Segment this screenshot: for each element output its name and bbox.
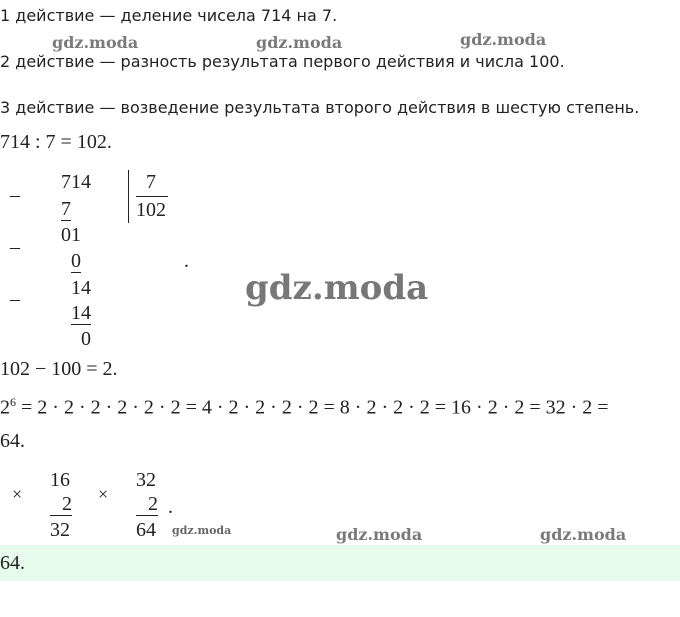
- subtrahend-3: 14: [71, 302, 91, 324]
- dividend: 714: [61, 171, 91, 193]
- mult-1-result: 32: [50, 519, 70, 541]
- subtrahend-1: 7: [61, 198, 71, 220]
- step-2-text: 2 действие — разность результата первого действия и числа 100.: [0, 52, 565, 71]
- step-3-text: 3 действие — возведение результата второго действия в шестую степень.: [0, 98, 640, 117]
- power-exponent: 6: [10, 395, 16, 409]
- watermark: gdz.moda: [460, 30, 547, 49]
- divisor-line: [136, 196, 168, 197]
- mult-1-top: 16: [50, 469, 70, 491]
- mult-1-bottom: 2: [50, 494, 72, 516]
- times-sign: ×: [98, 484, 109, 504]
- minus-sign: –: [10, 184, 20, 206]
- power-expansion: [0, 395, 609, 420]
- mult-2-bottom: 2: [136, 494, 158, 516]
- watermark: gdz.moda: [52, 33, 139, 52]
- minus-sign: –: [10, 236, 20, 258]
- division-equation: 714 : 7 = 102.: [0, 131, 112, 153]
- power-chain: = 2 · 2 · 2 · 2 · 2 · 2 = 4 · 2 · 2 · 2 · 2 = 8 · 2 · 2 · 2 = 16 · 2 · 2 = 32 · 2 =: [16, 396, 609, 419]
- answer-band: [0, 545, 680, 581]
- watermark-center: gdz.moda: [245, 268, 429, 308]
- power-base: 2: [0, 396, 10, 419]
- mult-2-result: 64: [136, 519, 156, 541]
- subtrahend-2: 0: [71, 250, 81, 272]
- subtraction-equation: 102 − 100 = 2.: [0, 358, 118, 380]
- remainder-2: 14: [71, 277, 91, 299]
- divisor: 7: [146, 171, 156, 193]
- watermark: gdz.moda: [256, 33, 343, 52]
- answer-text: 64.: [0, 552, 25, 574]
- times-sign: ×: [12, 484, 23, 504]
- division-bracket: [128, 170, 129, 223]
- remainder-1: 01: [61, 224, 81, 246]
- power-result: 64.: [0, 430, 25, 452]
- minus-sign: –: [10, 288, 20, 310]
- mult-2-top: 32: [136, 469, 156, 491]
- watermark: gdz.moda: [336, 525, 423, 544]
- final-remainder: 0: [81, 328, 91, 350]
- dot: .: [168, 496, 173, 518]
- watermark-small: gdz.moda: [172, 524, 232, 537]
- watermark: gdz.moda: [540, 525, 627, 544]
- quotient: 102: [136, 199, 166, 221]
- dot: .: [184, 250, 189, 272]
- step-1-text: 1 действие — деление чисела 714 на 7.: [0, 6, 338, 25]
